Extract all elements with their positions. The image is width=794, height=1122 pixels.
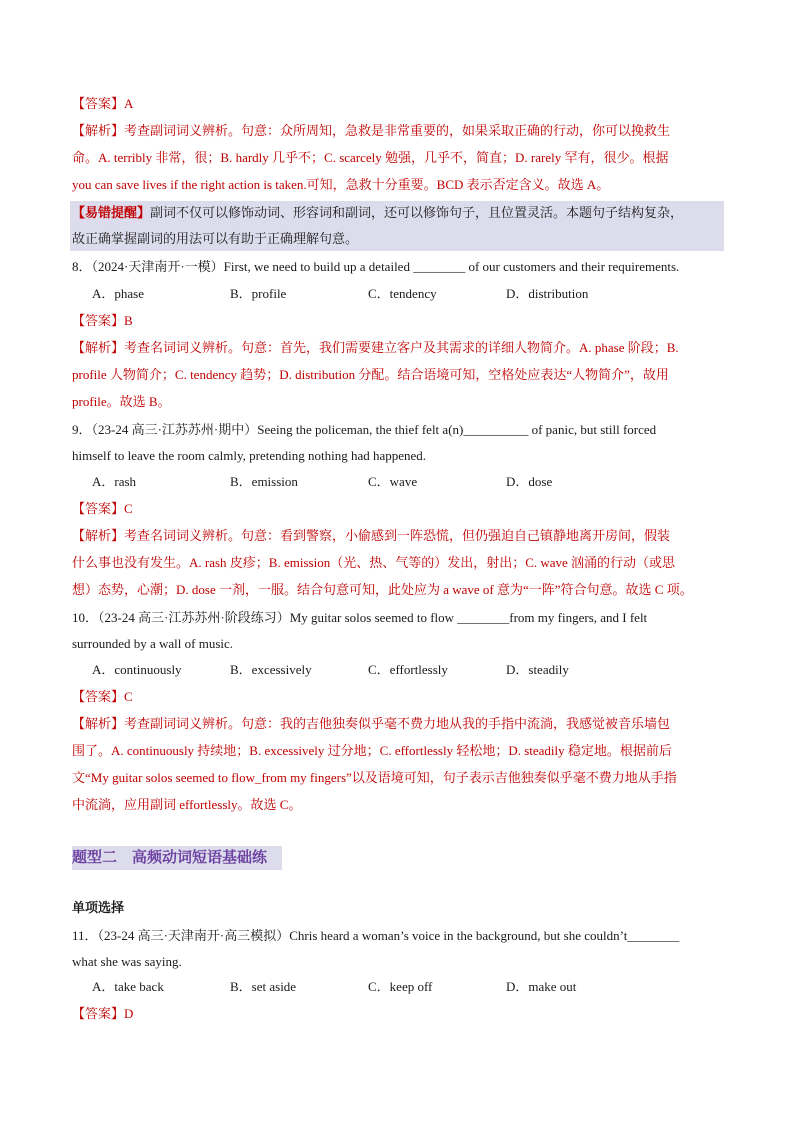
answer-label: 【答案】A: [72, 96, 134, 111]
option-c: C．tendency: [368, 286, 437, 301]
option-b: B．emission: [230, 474, 298, 489]
analysis-text: 什么事也没有发生。A. rash 皮疹；B. emission（光、热、气等的）发出，射出；C. wave 汹涌的行动（或思: [72, 555, 676, 570]
question-stem: 11．（23-24 高三·天津南开·高三模拟）Chris heard a woman’s voice in the background, but she couldn’t________: [72, 928, 680, 943]
analysis-text: 围了。A. continuously 持续地；B. excessively 过分地；C. effortlessly 轻松地；D. steadily 稳定地。根据前后: [72, 743, 672, 758]
analysis-text: 【解析】考查副词词义辨析。句意：众所周知，急救是非常重要的，如果采取正确的行动，你可以挽救生: [72, 123, 671, 138]
question-options: [92, 284, 644, 304]
question-options: [92, 977, 644, 997]
analysis-text: 中流淌，应用副词 effortlessly。故选 C。: [72, 797, 302, 812]
answer-label: 【答案】D: [72, 1006, 134, 1021]
error-tip: [72, 203, 683, 223]
option-a: A．continuously: [92, 662, 182, 677]
option-c: C．wave: [368, 474, 418, 489]
option-d: D．make out: [506, 979, 577, 994]
option-d: D．dose: [506, 474, 553, 489]
question-options: [92, 660, 644, 680]
question-options: [92, 472, 644, 492]
analysis-text: you can save lives if the right action is taken.可知，急救十分重要。BCD 表示否定含义。故选 A。: [72, 177, 610, 192]
analysis-text: profile 人物简介；C. tendency 趋势；D. distribution 分配。结合语境可知，空格处应表达“人物简介”，故用: [72, 367, 669, 382]
option-d: D．distribution: [506, 286, 589, 301]
option-b: B．profile: [230, 286, 287, 301]
option-b: B．set aside: [230, 979, 297, 994]
option-c: C．keep off: [368, 979, 433, 994]
question-stem: what she was saying.: [72, 954, 182, 969]
analysis-text: 命。A. terribly 非常，很；B. hardly 几乎不；C. scarcely 勉强，几乎不，简直；D. rarely 罕有，很少。根据: [72, 150, 669, 165]
analysis-text: 【解析】考查副词词义辨析。句意：我的吉他独奏似乎毫不费力地从我的手指中流淌，我感觉被音乐墙包: [72, 716, 671, 731]
error-tip-text: 副词不仅可以修饰动词、形容词和副词，还可以修饰句子，且位置灵活。本题句子结构复杂，: [150, 205, 684, 220]
question-stem: 10．（23-24 高三·江苏苏州·阶段练习）My guitar solos seemed to flow ________from my fingers, and I felt: [72, 610, 648, 625]
option-a: A．rash: [92, 474, 137, 489]
option-a: A．phase: [92, 286, 144, 301]
question-stem: himself to leave the room calmly, pretending nothing had happened.: [72, 448, 427, 463]
analysis-text: 【解析】考查名词词义辨析。句意：看到警察，小偷感到一阵恐慌，但仍强迫自己镇静地离开房间，假装: [72, 528, 671, 543]
analysis-text: 【解析】考查名词词义辨析。句意：首先，我们需要建立客户及其需求的详细人物简介。A. phase 阶段；B.: [72, 340, 679, 355]
answer-label: 【答案】C: [72, 689, 133, 704]
question-stem: 8．（2024·天津南开·一模）First, we need to build up a detailed ________ of our customers and their requirements.: [72, 259, 680, 274]
analysis-text: 文“My guitar solos seemed to flow_from my fingers”以及语境可知，句子表示吉他独奏似乎毫不费力地从手指: [72, 770, 677, 785]
answer-label: 【答案】B: [72, 313, 133, 328]
option-c: C．effortlessly: [368, 662, 448, 677]
section-subheading: 单项选择: [72, 900, 125, 915]
option-a: A．take back: [92, 979, 164, 994]
error-tip-label: 【易错提醒】: [72, 205, 151, 220]
section-title: 题型二 高频动词短语基础练: [72, 846, 282, 870]
analysis-text: 想）态势，心潮；D. dose 一剂，一服。结合句意可知，此处应为 a wave of 意为“一阵”符合句意。故选 C 项。: [72, 582, 693, 597]
error-tip-text: 故正确掌握副词的用法可以有助于正确理解句意。: [72, 231, 359, 246]
option-b: B．excessively: [230, 662, 312, 677]
question-stem: surrounded by a wall of music.: [72, 636, 234, 651]
analysis-text: profile。故选 B。: [72, 394, 171, 409]
option-d: D．steadily: [506, 662, 569, 677]
question-stem: 9．（23-24 高三·江苏苏州·期中）Seeing the policeman, the thief felt a(n)__________ of panic, but still forced: [72, 422, 657, 437]
answer-label: 【答案】C: [72, 501, 133, 516]
